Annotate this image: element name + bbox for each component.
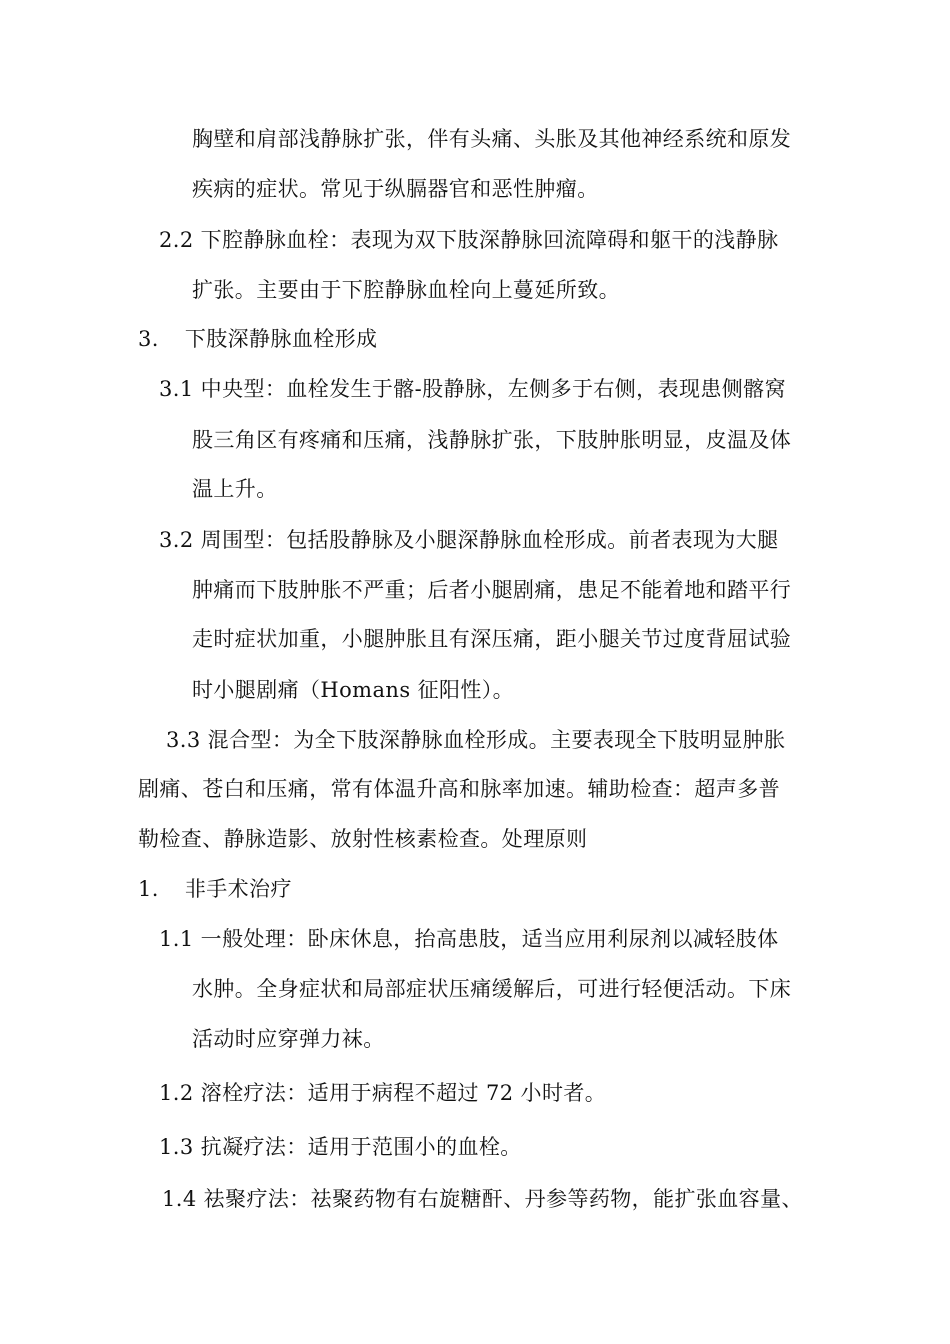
text-line-2: 疾病的症状。常见于纵膈器官和恶性肿瘤。 [192, 177, 599, 201]
heading-1-number: 1. [138, 877, 159, 901]
section-1-2-line-1: 1.2 溶栓疗法：适用于病程不超过 72 小时者。 [159, 1081, 607, 1105]
heading-1-title: 非手术治疗 [184, 877, 292, 901]
section-1-4-line-1: 1.4 祛聚疗法：祛聚药物有右旋糖酐、丹参等药物，能扩张血容量、 [162, 1187, 803, 1211]
section-2-2-line-1: 2.2 下腔静脉血栓：表现为双下肢深静脉回流障碍和躯干的浅静脉 [159, 228, 779, 252]
section-3-3-line-3: 勒检查、静脉造影、放射性核素检查。处理原则 [138, 827, 588, 851]
heading-1 [138, 874, 292, 904]
section-3-2-line-2: 肿痛而下肢肿胀不严重；后者小腿剧痛，患足不能着地和踏平行 [192, 578, 792, 602]
section-1-1-line-3: 活动时应穿弹力袜。 [192, 1027, 385, 1051]
section-3-1-line-3: 温上升。 [192, 477, 278, 501]
heading-3 [138, 324, 377, 354]
section-3-2-line-4: 时小腿剧痛（Homans 征阳性）。 [192, 678, 515, 702]
section-1-3-line-1: 1.3 抗凝疗法：适用于范围小的血栓。 [159, 1135, 522, 1159]
section-2-2-line-2: 扩张。主要由于下腔静脉血栓向上蔓延所致。 [192, 278, 620, 302]
section-3-1-line-2: 股三角区有疼痛和压痛，浅静脉扩张，下肢肿胀明显，皮温及体 [192, 428, 792, 452]
section-3-3-line-1: 3.3 混合型：为全下肢深静脉血栓形成。主要表现全下肢明显肿胀 [166, 728, 786, 752]
section-3-3-line-2: 剧痛、苍白和压痛，常有体温升高和脉率加速。辅助检查：超声多普 [138, 777, 780, 801]
text-line-1: 胸壁和肩部浅静脉扩张，伴有头痛、头胀及其他神经系统和原发 [192, 127, 792, 151]
heading-3-number: 3. [138, 327, 159, 351]
section-3-2-line-1: 3.2 周围型：包括股静脉及小腿深静脉血栓形成。前者表现为大腿 [159, 528, 779, 552]
section-3-1-line-1: 3.1 中央型：血栓发生于髂-股静脉，左侧多于右侧，表现患侧髂窝 [159, 377, 786, 401]
section-3-2-line-3: 走时症状加重，小腿肿胀且有深压痛，距小腿关节过度背屈试验 [192, 627, 792, 651]
heading-3-title: 下肢深静脉血栓形成 [184, 327, 378, 351]
section-1-1-line-1: 1.1 一般处理：卧床休息，抬高患肢，适当应用利尿剂以减轻肢体 [159, 927, 779, 951]
section-1-1-line-2: 水肿。全身症状和局部症状压痛缓解后，可进行轻便活动。下床 [192, 977, 792, 1001]
